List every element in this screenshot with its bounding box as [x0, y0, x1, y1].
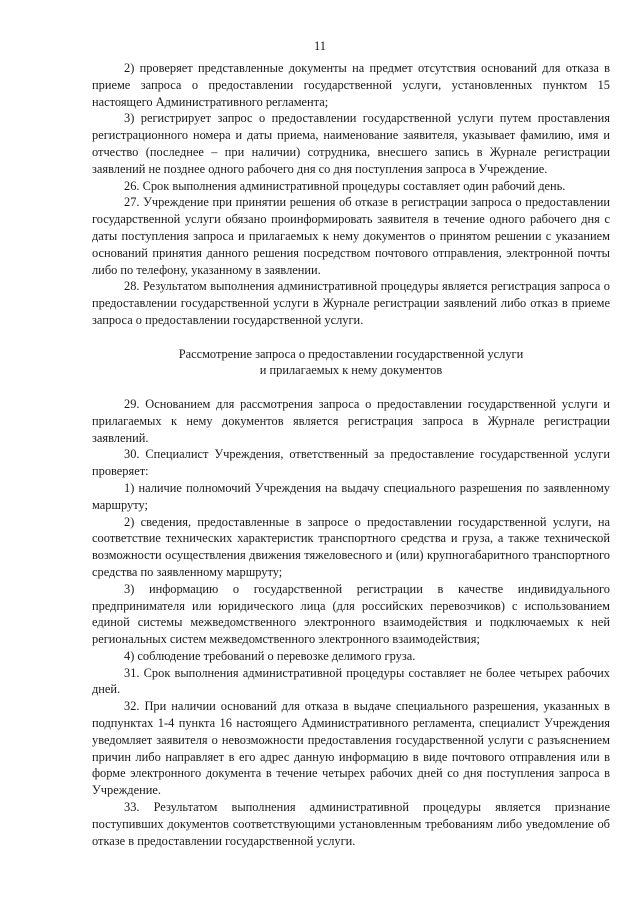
- section-heading: [92, 346, 610, 380]
- paragraph-31: 31. Срок выполнения административной процедуры составляет не более четырех рабочих дней.: [92, 665, 610, 697]
- paragraph-30-item-4: 4) соблюдение требований о перевозке делимого груза.: [124, 648, 416, 663]
- paragraph-item-2: 2) проверяет представленные документы на предмет отсутствия оснований для отказа в приеме запроса о предоставлении государственной услуги, установленных пунктом 15 настоящего Административного регламента;: [92, 61, 610, 109]
- paragraph-30-item-3: 3) информацию о государственной регистрации в качестве индивидуального предпринимателя или юридического лица (для российских перевозчиков) с использованием единой системы межведомственного электронного взаимодействия и подключаемых к ней региональных систем межведомственного электронного взаимодействия;: [92, 581, 610, 647]
- paragraph-28: 28. Результатом выполнения административной процедуры является регистрация запроса о предоставлении государственной услуги в Журнале регистрации заявлений либо отказ в приеме запроса о предоставлении государственной услуги.: [92, 279, 610, 327]
- paragraph-26: 26. Срок выполнения административной процедуры составляет один рабочий день.: [124, 178, 566, 193]
- paragraph-30-item-1: 1) наличие полномочий Учреждения на выдачу специального разрешения по заявленному маршруту;: [92, 480, 610, 512]
- document-body: [92, 60, 610, 849]
- paragraph-item-3: 3) регистрирует запрос о предоставлении государственной услуги путем проставления регистрационного номера и даты приема, наименование заявителя, указывает фамилию, имя и отчество (последнее – при наличии) сотрудника, внесшего запись в Журнале регистрации заявлений не позднее одного рабочего дня со дня поступления запроса в Учреждение.: [92, 111, 610, 176]
- paragraph-29: 29. Основанием для рассмотрения запроса о предоставлении государственной услуги и прилагаемых к нему документов является регистрация запроса в Журнале регистрации заявлений.: [92, 396, 610, 445]
- paragraph-30: 30. Специалист Учреждения, ответственный за предоставление государственной услуги проверяет:: [92, 447, 610, 479]
- section-heading-line-2: и прилагаемых к нему документов: [259, 363, 443, 378]
- paragraph-30-item-2: 2) сведения, предоставленные в запросе о предоставлении государственной услуги, на соответствие технических характеристик транспортного средства и груза, а также технической возможности осуществления движения тяжеловесного и (или) крупногабаритного транспортного средства по заявленному маршруту;: [92, 514, 610, 579]
- paragraph-27: 27. Учреждение при принятии решения об отказе в регистрации запроса о предоставлении государственной услуги обязано проинформировать заявителя в течение одного рабочего дня с даты поступления запроса и прилагаемых к нему документов о принятом решении с указанием оснований принятия данного решения посредством почтового отправления, электронной почты либо по телефону, указанному в заявлении.: [92, 195, 610, 277]
- spacer: [92, 379, 610, 396]
- paragraph-32: 32. При наличии оснований для отказа в выдаче специального разрешения, указанных в подпунктах 1-4 пункта 16 настоящего Административного регламента, специалист Учреждения уведомляет заявителя о невозможности предоставления государственной услуги с разъяснением причин либо направляет в его адрес данную информацию в виде почтового отправления или в форме электронного документа в течение четырех рабочих дней со дня поступления запроса в Учреждение.: [92, 699, 610, 798]
- paragraph-33: 33. Результатом выполнения административной процедуры является признание поступивших документов соответствующими установленным требованиям либо уведомление об отказе в предоставлении государственной услуги.: [92, 800, 610, 848]
- spacer: [92, 329, 610, 346]
- page-number: 11: [313, 39, 327, 53]
- section-heading-line-1: Рассмотрение запроса о предоставлении государственной услуги: [178, 346, 524, 361]
